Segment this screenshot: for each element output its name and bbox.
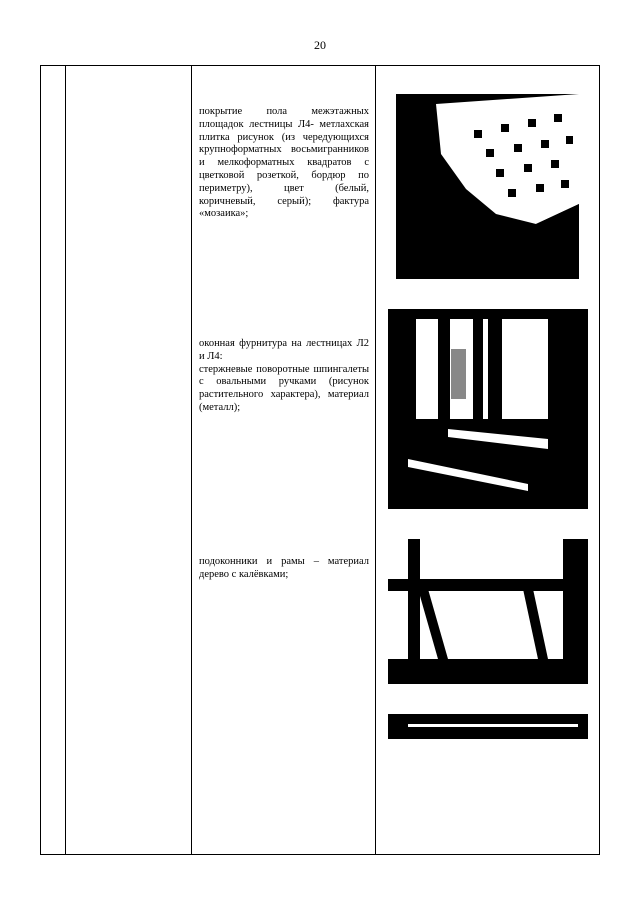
column-divider bbox=[191, 66, 192, 854]
column-divider bbox=[65, 66, 66, 854]
description-text: оконная фурнитура на лестницах Л2 и Л4: bbox=[199, 338, 369, 362]
windowsill-frame-description bbox=[199, 556, 369, 582]
description-text: покрытие пола межэтажных площадок лестницы Л4- метлахская плитка рисунок (из чередующихся крупноформатных восьмигранников и мелкоформатных квадратов с цветковой розеткой, бордюр по периметру), цвет (белый, коричневый, серый); фактура «мозаика»; bbox=[199, 106, 369, 220]
floor-covering-description bbox=[199, 106, 369, 221]
description-text: стержневые поворотные шпингалеты с овальными ручками (рисунок растительного характера), материал (металл); bbox=[199, 363, 369, 413]
description-text: подоконники и рамы – материал дерево с калёвками; bbox=[199, 556, 369, 580]
document-table bbox=[40, 65, 600, 855]
window-hardware-description bbox=[199, 338, 369, 415]
window-hardware-photo bbox=[388, 309, 588, 509]
floor-tile-photo bbox=[396, 94, 579, 279]
windowsill-frame-photo bbox=[388, 539, 588, 739]
column-divider bbox=[375, 66, 376, 854]
page-number: 20 bbox=[314, 38, 326, 52]
